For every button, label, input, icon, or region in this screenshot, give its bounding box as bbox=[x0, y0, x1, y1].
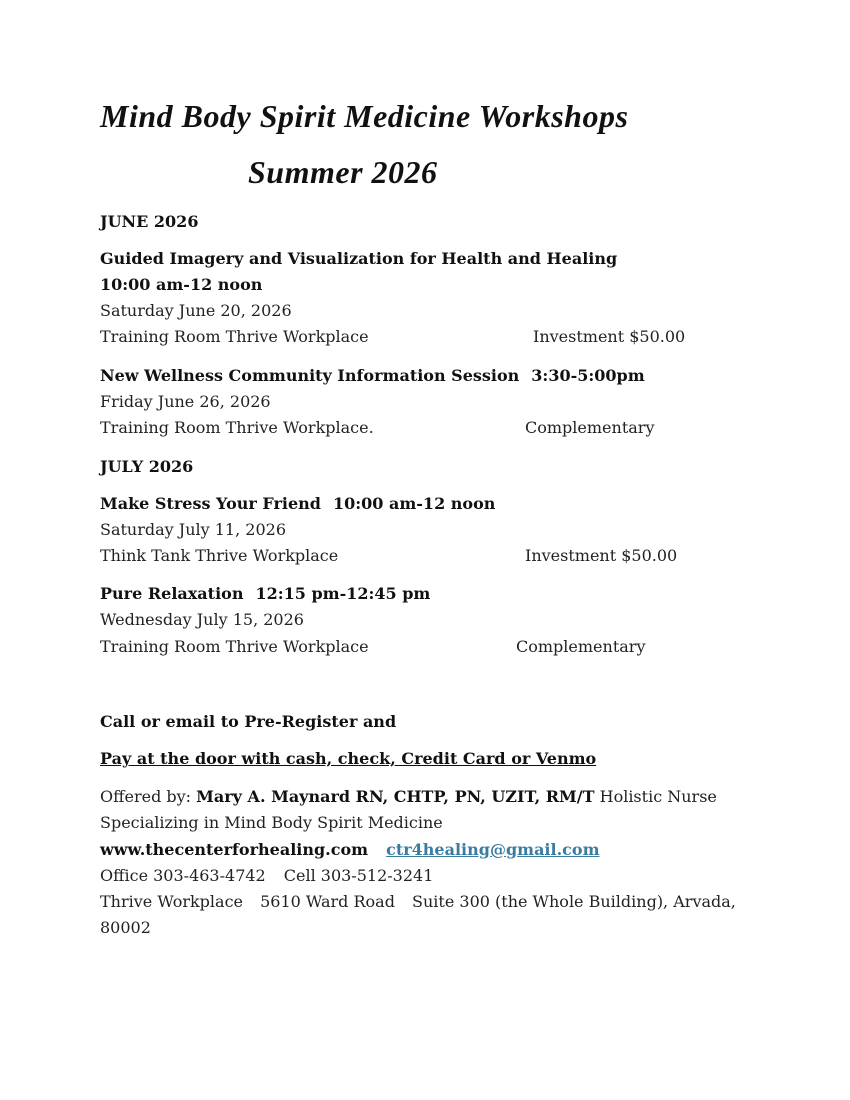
june-event2-date: Friday June 26, 2026 bbox=[100, 392, 271, 411]
june-event2-title: New Wellness Community Information Session bbox=[100, 366, 520, 385]
instructor-name: Mary A. Maynard RN, CHTP, PN, UZIT, RM/T bbox=[196, 787, 595, 806]
flyer-title: Mind Body Spirit Medicine Workshops bbox=[100, 98, 629, 134]
june-event1-location: Training Room Thrive Workplace bbox=[100, 327, 369, 346]
june-event1-price: Investment $50.00 bbox=[533, 327, 686, 346]
june-event2-title-row bbox=[100, 363, 645, 389]
june-event1-time: 10:00 am-12 noon bbox=[100, 275, 263, 294]
june-event1-row bbox=[100, 324, 369, 350]
july-event2-title: Pure Relaxation bbox=[100, 584, 244, 603]
july-event1-title-row bbox=[100, 491, 495, 517]
june-event1-title: Guided Imagery and Visualization for Health and Healing bbox=[100, 249, 618, 268]
july-event2-location: Training Room Thrive Workplace bbox=[100, 637, 369, 656]
street-address: 5610 Ward Road bbox=[260, 892, 395, 911]
june-heading: JUNE 2026 bbox=[100, 212, 199, 231]
june-event2-price: Complementary bbox=[525, 418, 655, 437]
suite: Suite 300 (the Whole Building), bbox=[412, 892, 669, 911]
july-event2-title-row bbox=[100, 581, 430, 607]
flyer-subtitle: Summer 2026 bbox=[248, 154, 438, 190]
venue-name: Thrive Workplace bbox=[100, 892, 243, 911]
june-event2-time: 3:30-5:00pm bbox=[531, 366, 645, 385]
zip-code: 80002 bbox=[100, 918, 151, 937]
june-event1-date: Saturday June 20, 2026 bbox=[100, 301, 292, 320]
payment-line: Pay at the door with cash, check, Credit Card or Venmo bbox=[100, 749, 597, 768]
july-event2-date: Wednesday July 15, 2026 bbox=[100, 610, 304, 629]
specialty-line: Specializing in Mind Body Spirit Medicine bbox=[100, 813, 443, 832]
city: Arvada, bbox=[673, 892, 736, 911]
july-event1-time: 10:00 am-12 noon bbox=[332, 494, 496, 513]
july-event1-title: Make Stress Your Friend bbox=[100, 494, 321, 513]
preregister-line: Call or email to Pre-Register and bbox=[100, 712, 397, 731]
july-event2-time: 12:15 pm-12:45 pm bbox=[255, 584, 431, 603]
july-event1-date: Saturday July 11, 2026 bbox=[100, 520, 286, 539]
phone-line bbox=[100, 863, 433, 889]
july-heading: JULY 2026 bbox=[100, 457, 194, 476]
office-phone: Office 303-463-4742 bbox=[100, 866, 266, 885]
instructor-role: Holistic Nurse bbox=[599, 787, 717, 806]
offered-by-line bbox=[100, 784, 717, 810]
offered-by-label: Offered by: bbox=[100, 787, 192, 806]
july-event1-location: Think Tank Thrive Workplace bbox=[100, 546, 339, 565]
address-line bbox=[100, 889, 736, 915]
july-event1-price: Investment $50.00 bbox=[525, 546, 678, 565]
email-link[interactable]: ctr4healing@gmail.com bbox=[386, 840, 600, 859]
web-email-line bbox=[100, 837, 600, 863]
cell-phone: Cell 303-512-3241 bbox=[283, 866, 434, 885]
july-event2-price: Complementary bbox=[516, 637, 646, 656]
june-event2-location: Training Room Thrive Workplace. bbox=[100, 418, 374, 437]
website-link[interactable]: www.thecenterforhealing.com bbox=[100, 840, 369, 859]
